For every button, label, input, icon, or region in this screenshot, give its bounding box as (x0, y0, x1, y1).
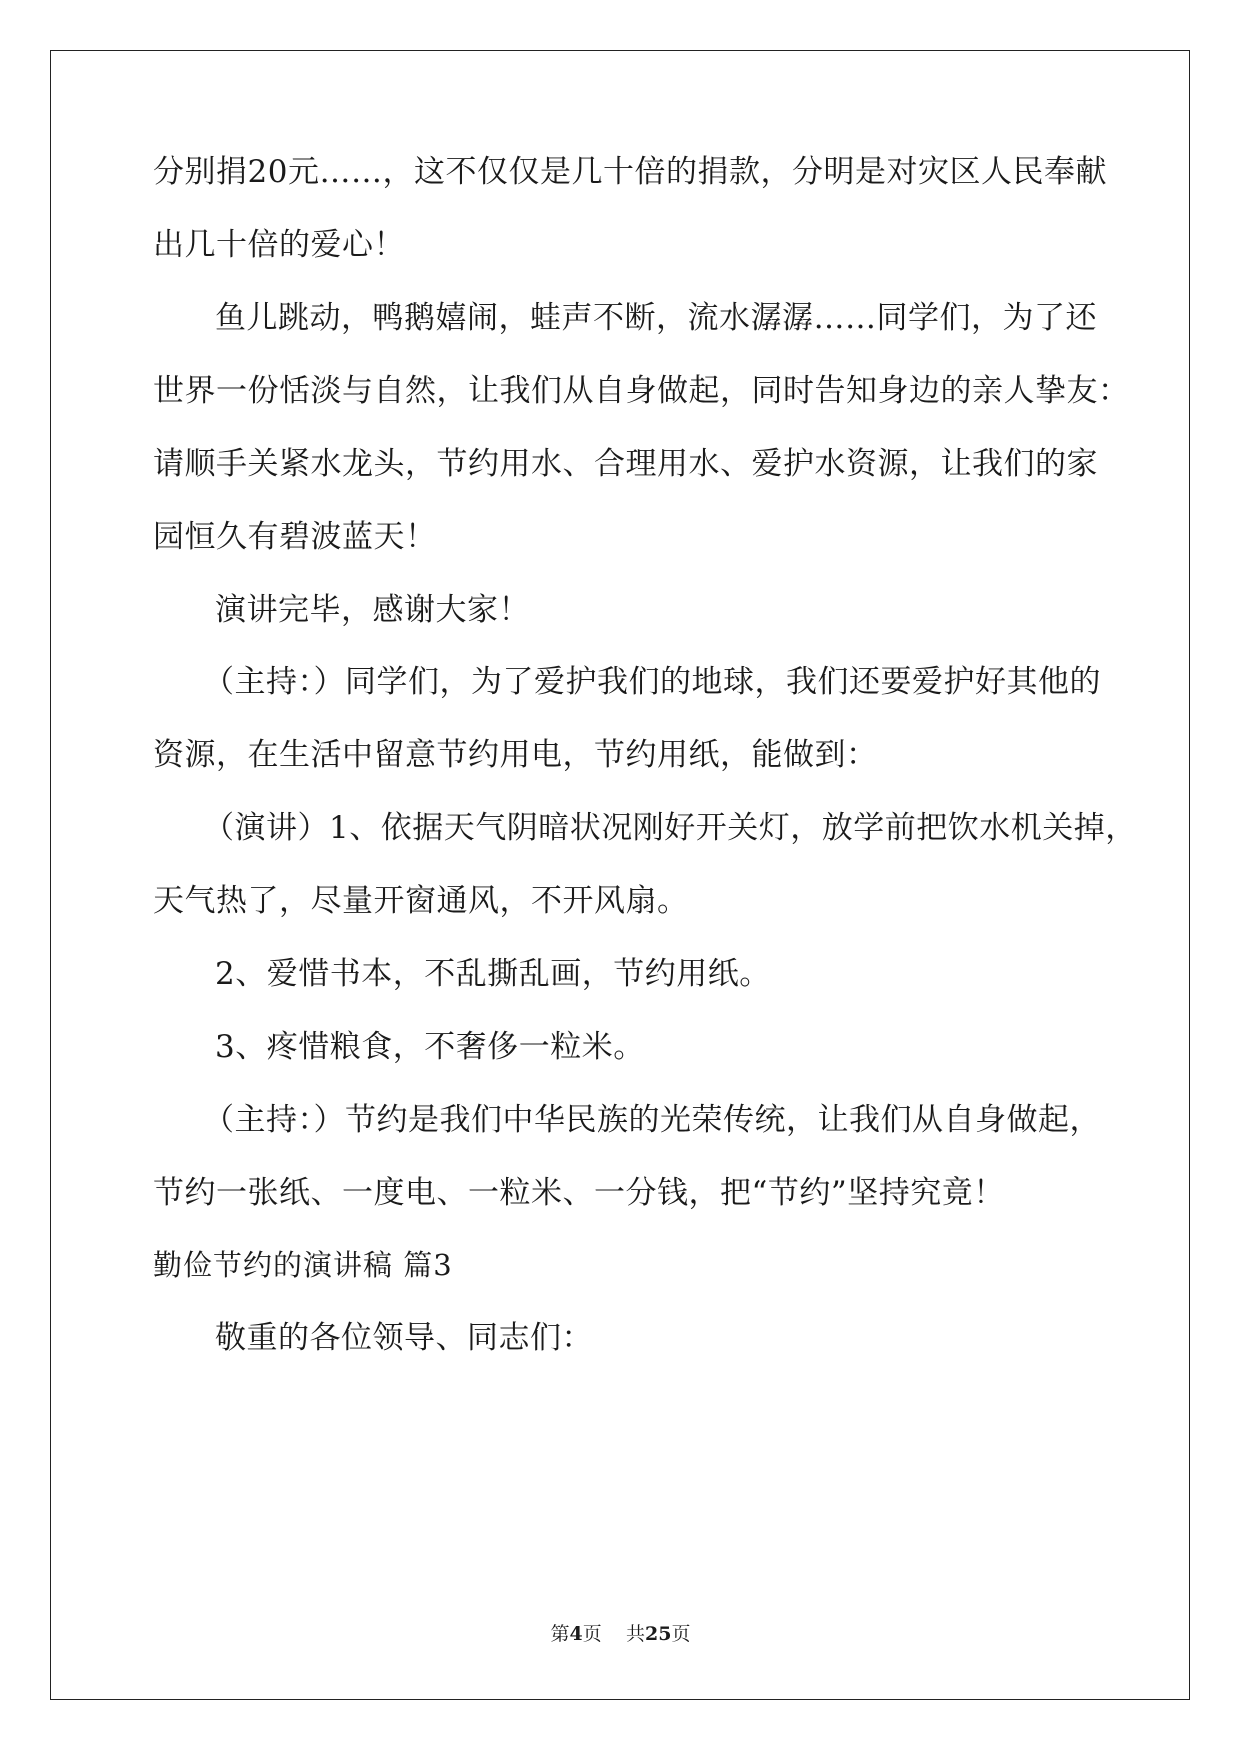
page-prefix: 第 (550, 1623, 570, 1645)
paragraph-line: 分别捐20元……，这不仅仅是几十倍的捐款，分明是对灾区人民奉献 (153, 154, 1107, 190)
paragraph-line: 天气热了，尽量开窗通风，不开风扇。 (153, 883, 689, 919)
paragraph-line: 3、疼惜粮食，不奢侈一粒米。 (215, 1029, 645, 1065)
paragraph-line: 鱼儿跳动，鸭鹅嬉闹，蛙声不断，流水潺潺……同学们，为了还 (215, 300, 1097, 336)
paragraph-line: （主持：）同学们，为了爱护我们的地球，我们还要爱护好其他的 (203, 664, 1101, 700)
paragraph-line: 敬重的各位领导、同志们： (215, 1320, 593, 1356)
total-pages: 25 (644, 1623, 672, 1645)
total-suffix: 页 (671, 1623, 691, 1645)
paragraph-line: （演讲）1、依据天气阴暗状况刚好开关灯，放学前把饮水机关掉， (203, 810, 1137, 846)
paragraph-line: 2、爱惜书本，不乱撕乱画，节约用纸。 (215, 956, 771, 992)
total-prefix: 共 (625, 1623, 645, 1645)
page-number: 4 (569, 1623, 583, 1645)
page-suffix: 页 (582, 1623, 602, 1645)
paragraph-line: 世界一份恬淡与自然，让我们从自身做起，同时告知身边的亲人挚友： (153, 373, 1130, 409)
paragraph-line: 节约一张纸、一度电、一粒米、一分钱，把“节约”坚持究竟！ (153, 1175, 1005, 1211)
section-heading: 勤俭节约的演讲稿 篇3 (153, 1248, 453, 1282)
paragraph-line: （主持：）节约是我们中华民族的光荣传统，让我们从自身做起， (203, 1102, 1101, 1138)
paragraph-line: 资源，在生活中留意节约用电，节约用纸，能做到： (153, 737, 878, 773)
page-footer (0, 1622, 1241, 1646)
paragraph-line: 演讲完毕，感谢大家！ (215, 592, 530, 628)
paragraph-line: 出几十倍的爱心！ (153, 227, 405, 263)
paragraph-line: 园恒久有碧波蓝天！ (153, 519, 437, 555)
paragraph-line: 请顺手关紧水龙头，节约用水、合理用水、爱护水资源，让我们的家 (153, 446, 1098, 482)
